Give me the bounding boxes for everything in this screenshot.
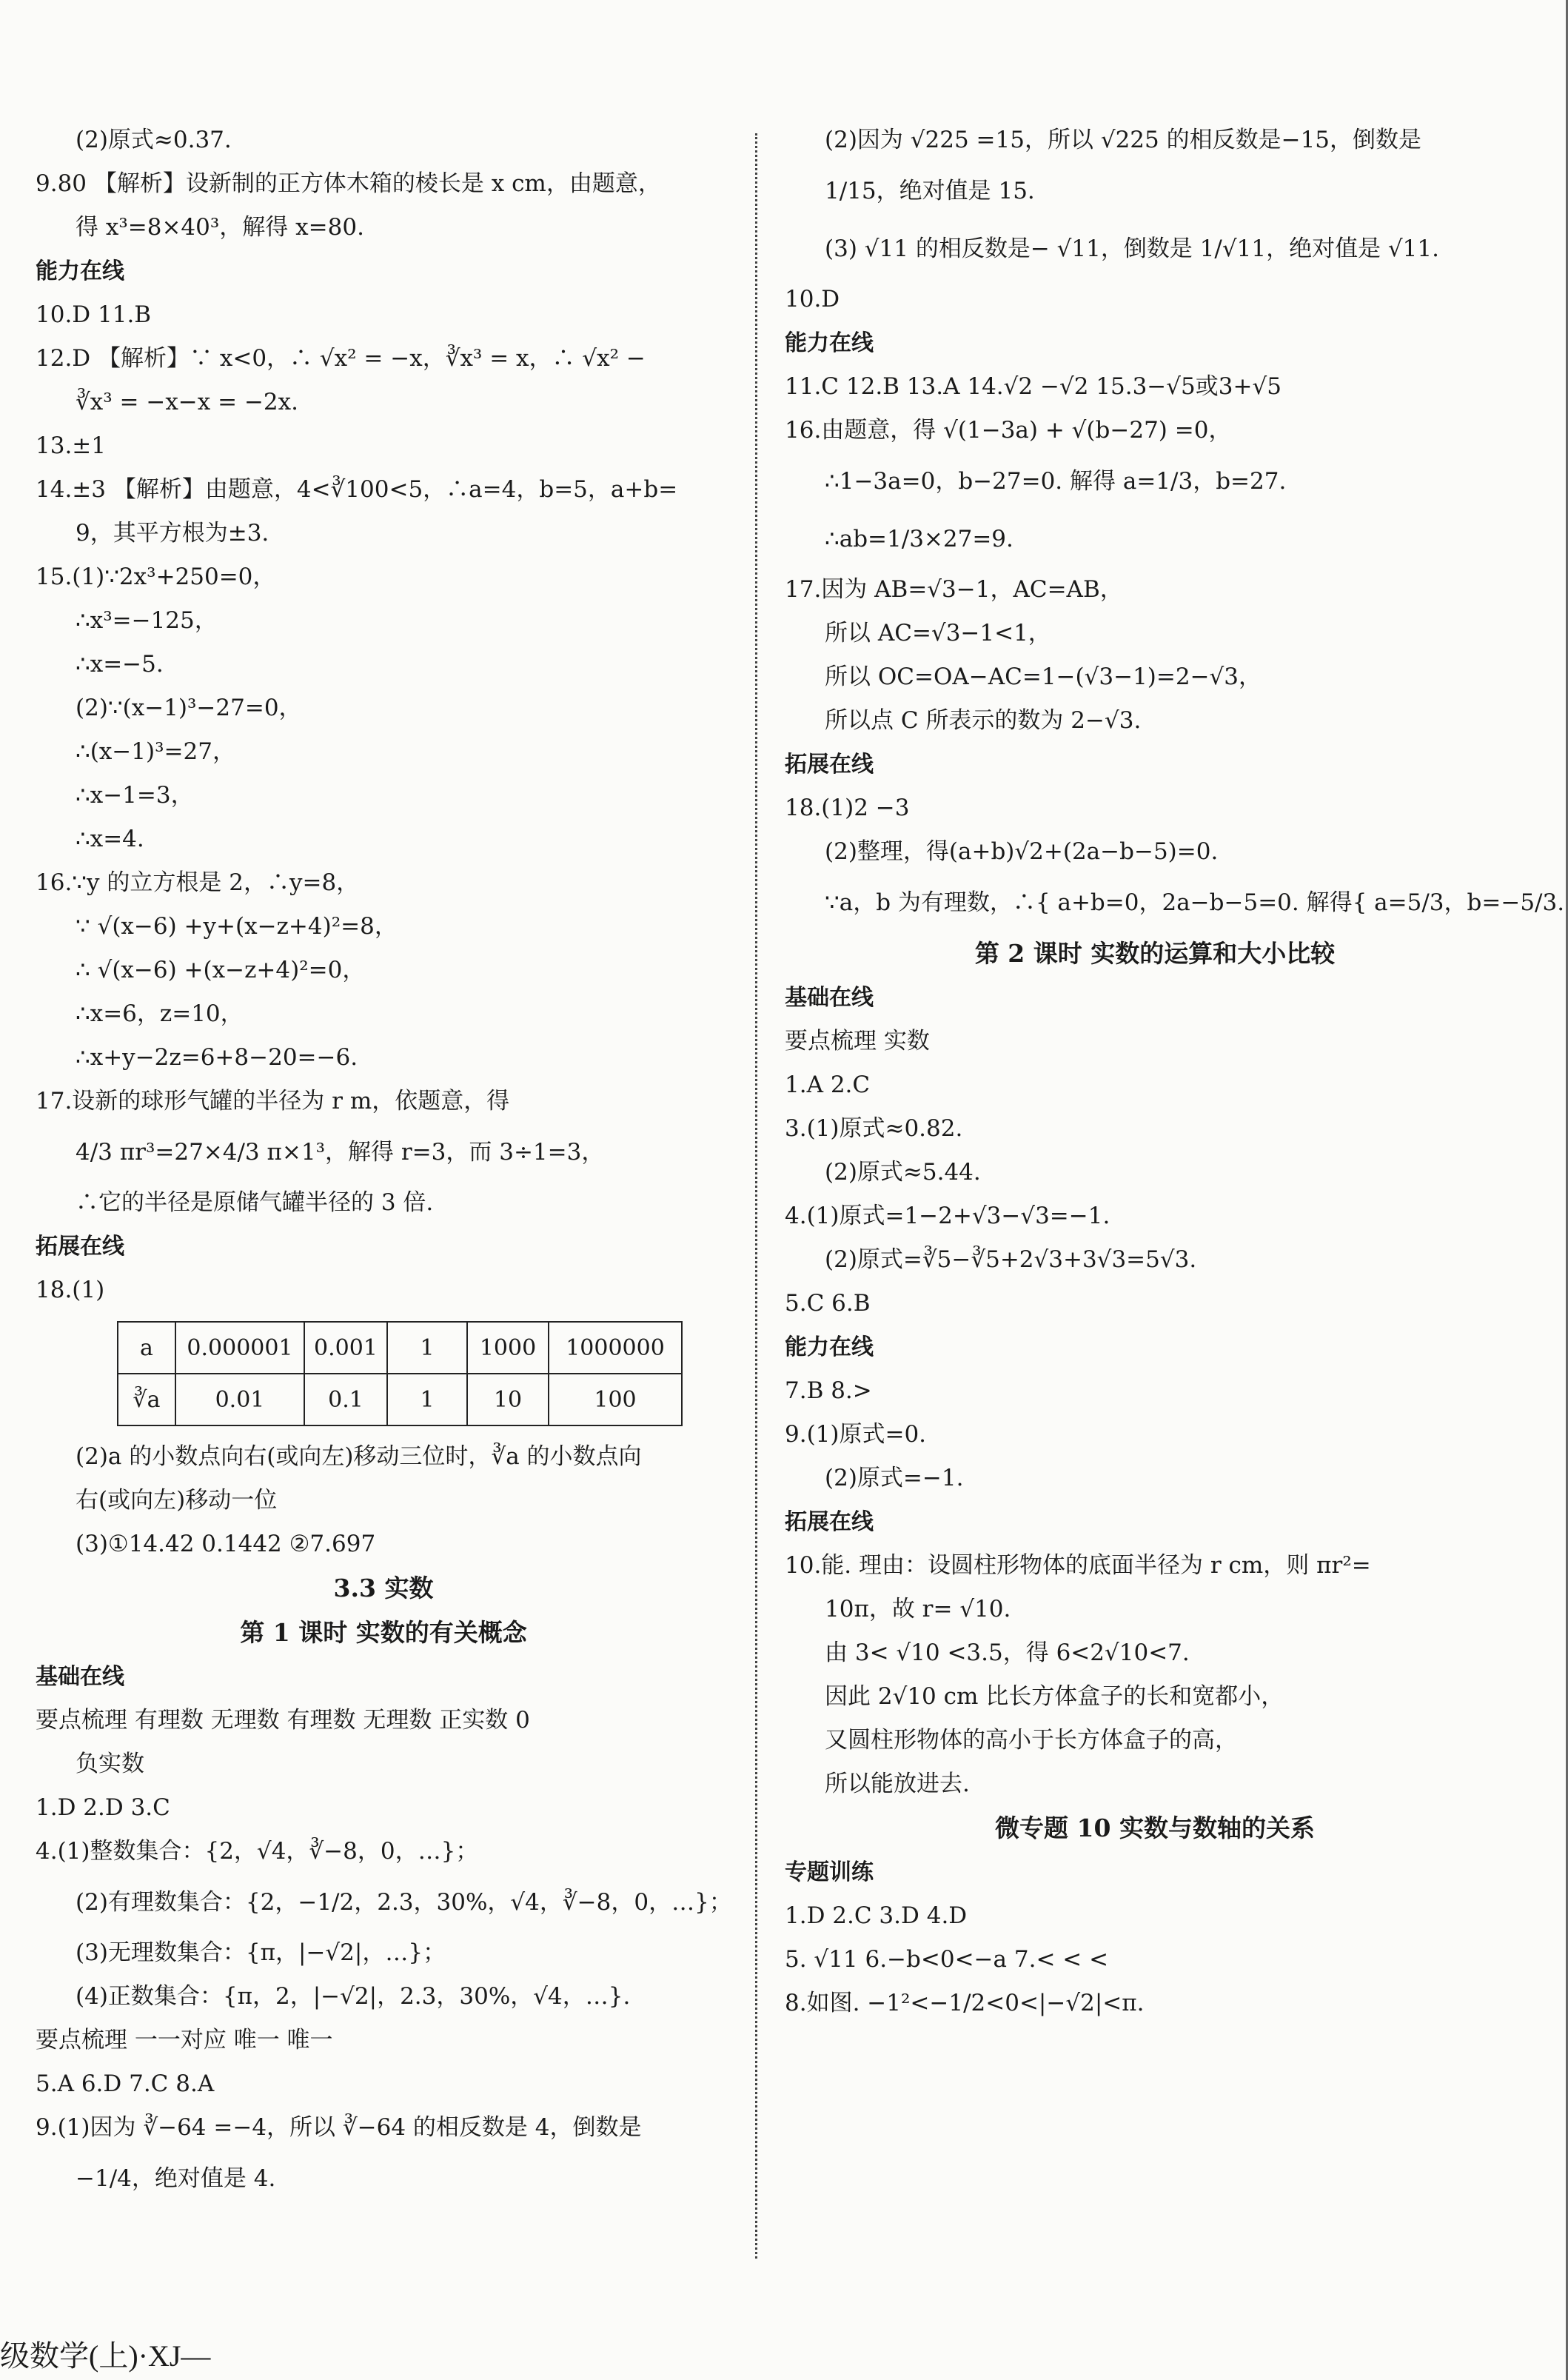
table-cell: 1 <box>387 1374 467 1425</box>
table-row <box>118 1322 682 1374</box>
answer-line: 9.(1)因为 ∛−64 =−4，所以 ∛−64 的相反数是 4，倒数是 <box>36 2114 642 2141</box>
table-cell: 0.000001 <box>175 1322 304 1374</box>
answer-line: 3.(1)原式≈0.82. <box>785 1115 963 1142</box>
section-heading: 基础在线 <box>785 985 874 1011</box>
answer-line: ∴ √(x−6) +(x−z+4)²=0， <box>76 957 366 983</box>
answer-line: 5.C 6.B <box>785 1290 871 1317</box>
answer-line: (2)∵(x−1)³−27=0， <box>76 695 302 721</box>
answer-line: ∴x=6，z=10， <box>76 1000 244 1027</box>
answer-line: (4)正数集合：{π，2，|−√2|，2.3，30%，√4，…}. <box>76 1983 631 2010</box>
answer-line: 10.D 11.B <box>36 301 152 328</box>
answer-line: 9.(1)原式=0. <box>785 1421 927 1448</box>
answer-line: (2)原式=−1. <box>825 1465 964 1491</box>
answer-line: 1.D 2.D 3.C <box>36 1794 170 1821</box>
lesson-title: 第 1 课时 实数的有关概念 <box>240 1618 527 1647</box>
answer-line: 得 x³=8×40³，解得 x=80. <box>76 214 364 241</box>
answer-line: (2)原式=∛5−∛5+2√3+3√3=5√3. <box>825 1246 1197 1273</box>
table-cell: 100 <box>549 1374 682 1425</box>
answer-line: ∴它的半径是原储气罐半径的 3 倍. <box>76 1189 434 1216</box>
lesson-title: 3.3 实数 <box>333 1574 434 1602</box>
answer-line: ∴x−1=3， <box>76 782 194 809</box>
answer-line: 所以点 C 所表示的数为 2−√3. <box>825 707 1142 734</box>
answer-line: 右(或向左)移动一位 <box>76 1487 278 1514</box>
answer-line: 16.由题意，得 √(1−3a) + √(b−27) =0， <box>785 417 1232 444</box>
answer-line: 14.±3 【解析】由题意，4<∛100<5，∴a=4，b=5，a+b= <box>36 476 678 503</box>
answer-line: 7.B 8.> <box>785 1377 872 1404</box>
answer-line: (2)因为 √225 =15，所以 √225 的相反数是−15，倒数是 <box>825 127 1422 153</box>
answer-line: 所以 OC=OA−AC=1−(√3−1)=2−√3， <box>825 663 1262 690</box>
table-cell: a <box>118 1322 175 1374</box>
section-heading: 专题训练 <box>785 1859 874 1885</box>
column-divider <box>755 133 757 2259</box>
answer-line: (2)原式≈5.44. <box>825 1159 981 1186</box>
answer-line: 要点梳理 有理数 无理数 有理数 无理数 正实数 0 <box>36 1707 530 1734</box>
answer-line: 16.∵y 的立方根是 2，∴y=8， <box>36 869 360 896</box>
answer-line: 5.A 6.D 7.C 8.A <box>36 2070 215 2097</box>
answer-line: 负实数 <box>76 1751 144 1777</box>
answer-line: 9，其平方根为±3. <box>76 520 269 546</box>
answer-line: 要点梳理 一一对应 唯一 唯一 <box>36 2027 333 2053</box>
table-cell: 10 <box>467 1374 549 1425</box>
answer-line: 又圆柱形物体的高小于长方体盒子的高， <box>825 1727 1238 1754</box>
answer-line: 18.(1) <box>36 1277 105 1303</box>
right-lines <box>785 118 1565 2025</box>
answer-line: 12.D 【解析】∵ x<0，∴ √x² = −x，∛x³ = x，∴ √x² − <box>36 345 646 372</box>
answer-line: (3) √11 的相反数是− √11，倒数是 1/√11，绝对值是 √11. <box>825 235 1439 262</box>
table-cell: 0.01 <box>175 1374 304 1425</box>
answer-line: 17.因为 AB=√3−1，AC=AB， <box>785 576 1123 603</box>
answer-line: 4/3 πr³=27×4/3 π×1³，解得 r=3，而 3÷1=3， <box>76 1139 605 1166</box>
section-heading: 拓展在线 <box>785 752 874 778</box>
section-heading: 能力在线 <box>785 330 874 356</box>
answer-line: ∵ √(x−6) +y+(x−z+4)²=8， <box>76 913 398 940</box>
answer-line: 5. √11 6.−b<0<−a 7.< < < <box>785 1946 1109 1973</box>
answer-line: 1.A 2.C <box>785 1072 871 1098</box>
table-row <box>118 1374 682 1425</box>
answer-line: 1/15，绝对值是 15. <box>825 178 1035 204</box>
section-heading: 能力在线 <box>785 1334 874 1360</box>
answer-line: (2)有理数集合：{2，−1/2，2.3，30%，√4，∛−8，0，…}； <box>76 1889 732 1916</box>
section-heading: 拓展在线 <box>36 1234 124 1260</box>
section-heading: 基础在线 <box>36 1664 124 1690</box>
answer-line: 17.设新的球形气罐的半径为 r m，依题意，得 <box>36 1088 510 1114</box>
answer-line: ∴x=4. <box>76 826 144 852</box>
answer-line: ∴x³=−125， <box>76 607 218 634</box>
page-footer: 级数学(上)·XJ— <box>0 2339 211 2373</box>
table-cell: 1 <box>387 1322 467 1374</box>
table-cell: 0.1 <box>304 1374 387 1425</box>
answer-line: 所以 AC=√3−1<1， <box>825 620 1051 646</box>
answer-line: 要点梳理 实数 <box>785 1028 930 1054</box>
answer-line: 13.±1 <box>36 432 106 459</box>
answer-line: 4.(1)原式=1−2+√3−√3=−1. <box>785 1203 1110 1229</box>
answer-line: ∴ab=1/3×27=9. <box>825 526 1013 552</box>
answer-line: 4.(1)整数集合：{2，√4，∛−8，0，…}； <box>36 1838 479 1865</box>
answer-line: ∵a，b 为有理数，∴{ a+b=0，2a−b−5=0. 解得{ a=5/3，b=−5/3. <box>825 889 1565 916</box>
answer-line: ∴(x−1)³=27， <box>76 738 235 765</box>
answer-line: ∴x=−5. <box>76 651 164 678</box>
answer-line: (3)①14.42 0.1442 ②7.697 <box>76 1531 376 1557</box>
answer-line: (2)a 的小数点向右(或向左)移动三位时，∛a 的小数点向 <box>76 1443 642 1470</box>
right-column <box>785 118 1565 2025</box>
answer-line: 18.(1)2 −3 <box>785 795 910 821</box>
answer-line: 由 3< √10 <3.5，得 6<2√10<7. <box>825 1639 1190 1666</box>
answer-line: 9.80 【解析】设新制的正方体木箱的棱长是 x cm，由题意， <box>36 170 661 197</box>
section-heading: 拓展在线 <box>785 1509 874 1535</box>
answer-line: 8.如图. −1²<−1/2<0<|−√2|<π. <box>785 1990 1145 2016</box>
answer-line: 10.D <box>785 286 840 312</box>
lesson-title: 微专题 10 实数与数轴的关系 <box>995 1814 1315 1842</box>
answer-line: 所以能放进去. <box>825 1771 970 1797</box>
cube-root-table <box>117 1321 683 1426</box>
lesson-title: 第 2 课时 实数的运算和大小比较 <box>974 939 1336 968</box>
answer-line: ∴1−3a=0，b−27=0. 解得 a=1/3，b=27. <box>825 468 1287 495</box>
answer-line: ∴x+y−2z=6+8−20=−6. <box>76 1044 358 1071</box>
answer-line: 15.(1)∵2x³+250=0， <box>36 564 276 590</box>
answer-line: ∛x³ = −x−x = −2x. <box>76 389 298 415</box>
answer-line: (2)整理，得(a+b)√2+(2a−b−5)=0. <box>825 838 1219 865</box>
left-lines-top <box>36 118 731 1312</box>
left-column <box>36 118 731 2207</box>
table-cell: 1000 <box>467 1322 549 1374</box>
answer-line: 11.C 12.B 13.A 14.√2 −√2 15.3−√5或3+√5 <box>785 373 1281 400</box>
section-heading: 能力在线 <box>36 258 124 284</box>
answer-line: 因此 2√10 cm 比长方体盒子的长和宽都小， <box>825 1683 1284 1710</box>
answer-line: (3)无理数集合：{π，|−√2|，…}； <box>76 1939 446 1966</box>
answer-line: 10π，故 r= √10. <box>825 1596 1011 1622</box>
answer-line: (2)原式≈0.37. <box>76 127 232 153</box>
answer-line: −1/4，绝对值是 4. <box>76 2165 276 2192</box>
table-cell: ∛a <box>118 1374 175 1425</box>
table-cell: 0.001 <box>304 1322 387 1374</box>
answer-line: 10.能. 理由：设圆柱形物体的底面半径为 r cm，则 πr²= <box>785 1552 1371 1579</box>
answer-line: 1.D 2.C 3.D 4.D <box>785 1902 968 1929</box>
table-cell: 1000000 <box>549 1322 682 1374</box>
left-lines-bottom <box>36 1435 731 2207</box>
